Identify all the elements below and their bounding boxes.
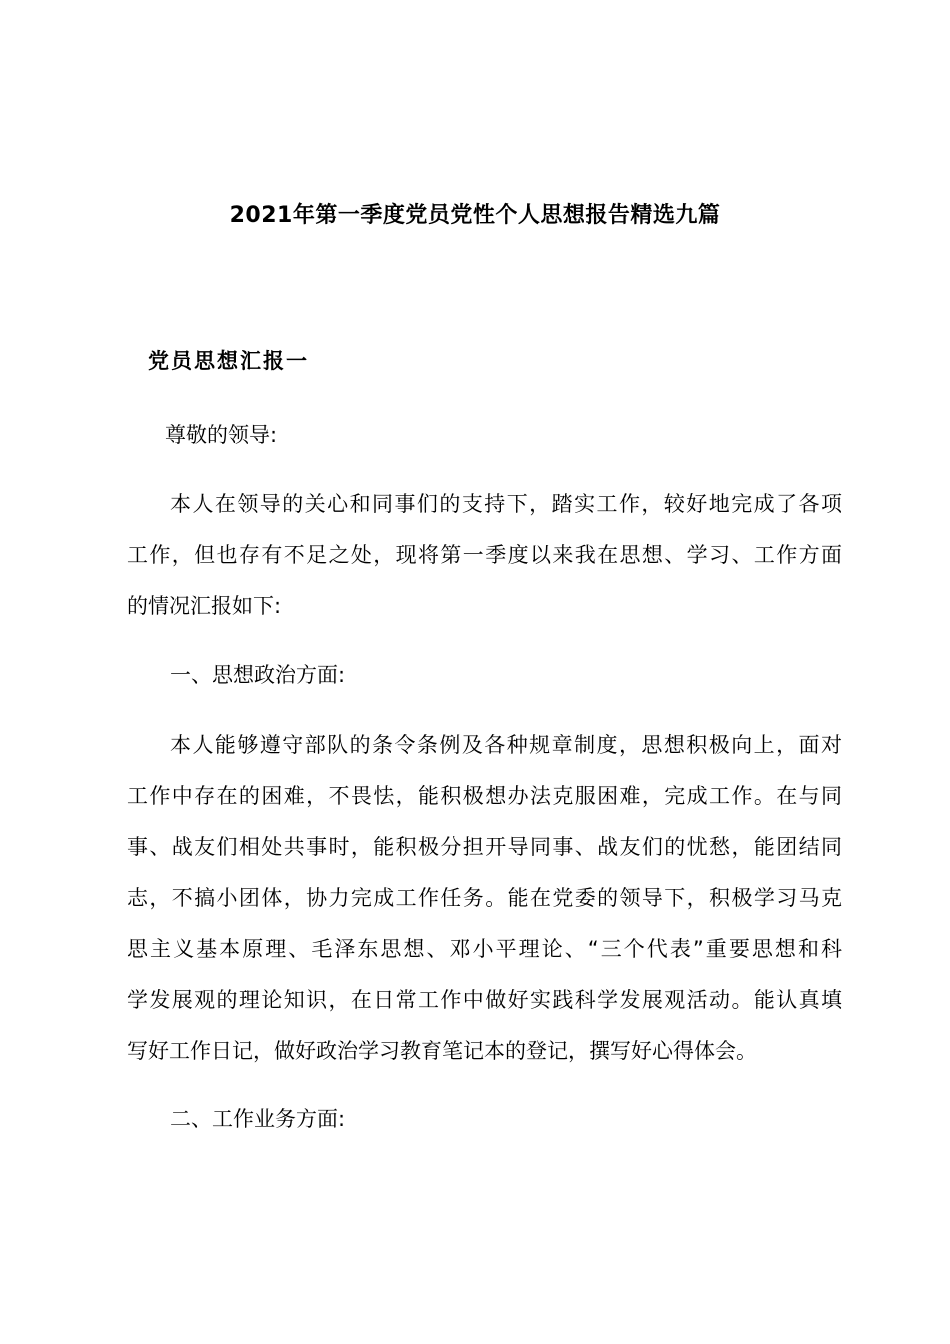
salutation: 尊敬的领导:	[165, 423, 278, 447]
para1-line-2: 工作，但也存有不足之处，现将第一季度以来我在思想、学习、工作方面	[127, 543, 842, 567]
para2-line-4: 志，不搞小团体，协力完成工作任务。能在党委的领导下，积极学习马克	[127, 886, 842, 910]
para2-line-5: 思主义基本原理、毛泽东思想、邓小平理论、“三个代表”重要思想和科	[127, 937, 842, 961]
para2-line-2: 工作中存在的困难，不畏怯，能积极想办法克服困难，完成工作。在与同	[127, 784, 842, 808]
heading-political: 一、思想政治方面:	[170, 663, 346, 687]
section-title: 党员思想汇报一	[148, 348, 309, 373]
heading-work: 二、工作业务方面:	[170, 1107, 346, 1131]
para1-line-3: 的情况汇报如下:	[127, 594, 282, 618]
para2-line-1: 本人能够遵守部队的条令条例及各种规章制度，思想积极向上，面对	[170, 733, 842, 757]
para2-line-7: 写好工作日记，做好政治学习教育笔记本的登记，撰写好心得体会。	[127, 1039, 757, 1063]
para2-line-3: 事、战友们相处共事时，能积极分担开导同事、战友们的忧愁，能团结同	[127, 835, 842, 859]
para1-line-1: 本人在领导的关心和同事们的支持下，踏实工作，较好地完成了各项	[170, 492, 842, 516]
para2-line-6: 学发展观的理论知识，在日常工作中做好实践科学发展观活动。能认真填	[127, 988, 842, 1012]
document-title: 2021年第一季度党员党性个人思想报告精选九篇	[229, 203, 721, 228]
